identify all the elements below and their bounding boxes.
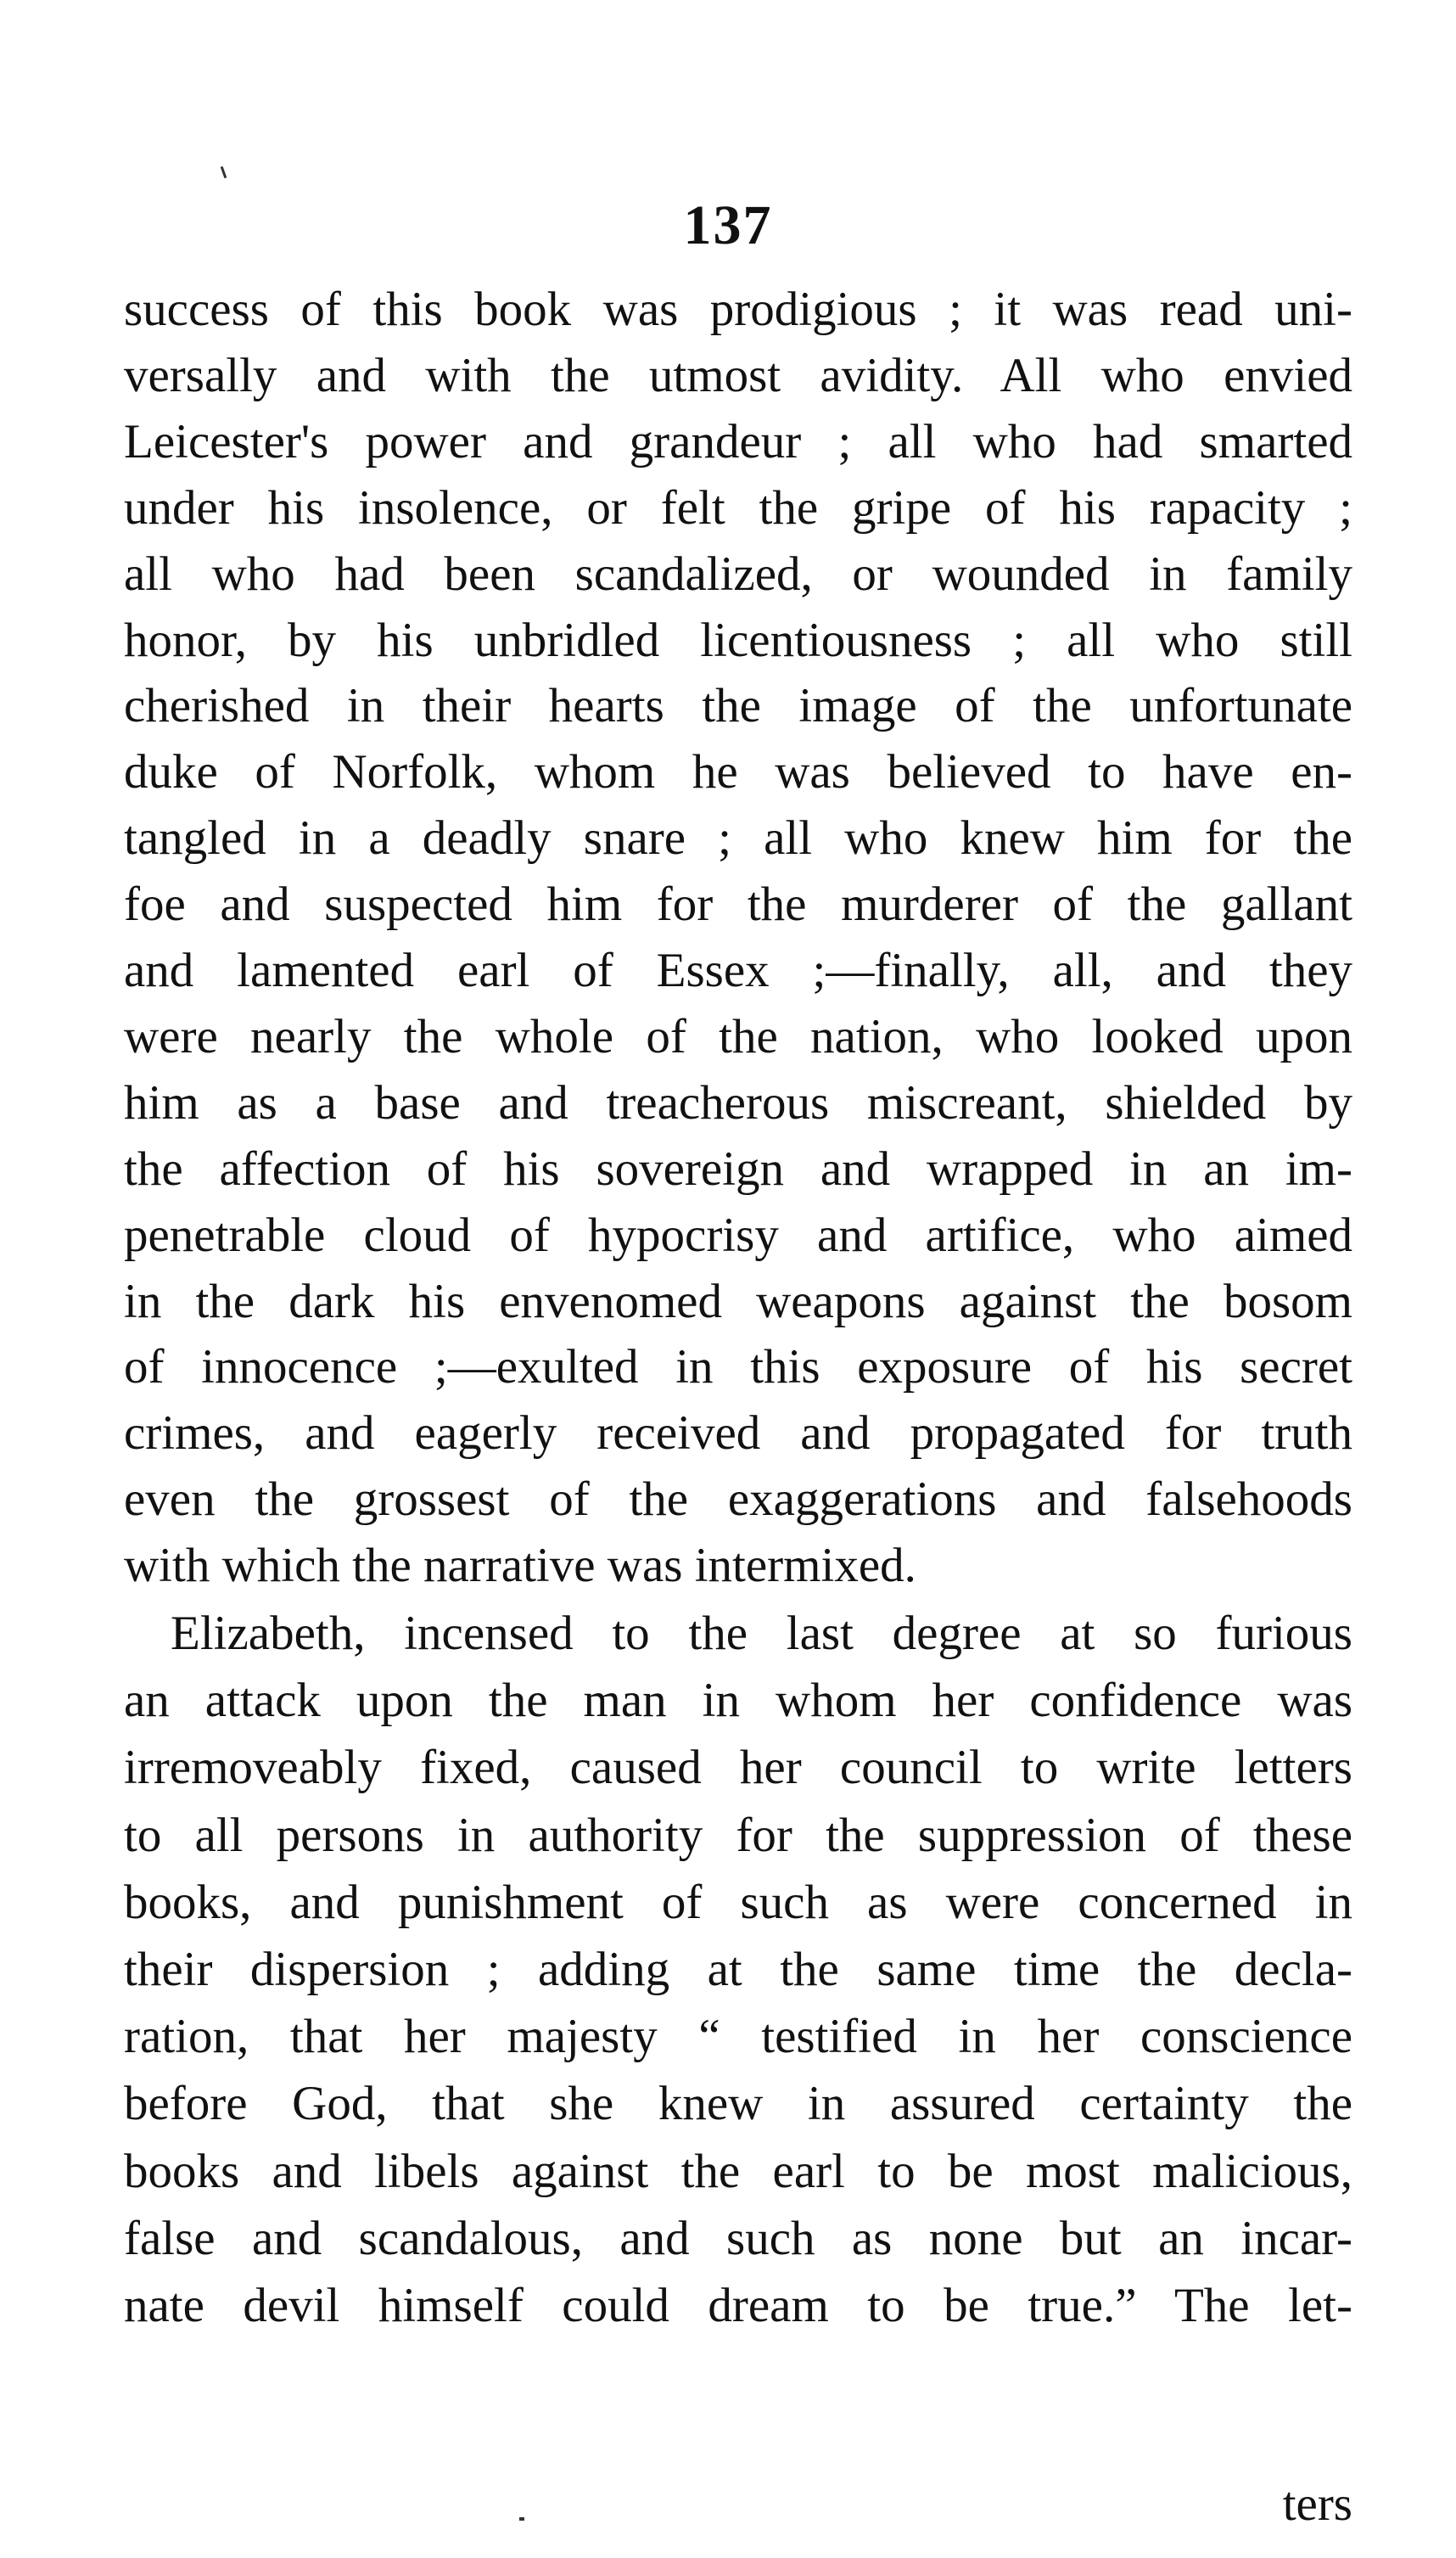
text-line: even the grossest of the exaggerations and falsehoods <box>124 1473 1352 1527</box>
text-line: the affection of his sovereign and wrapped in an im- <box>124 1142 1352 1196</box>
text-line: with which the narrative was intermixed. <box>124 1539 916 1593</box>
text-line: to all persons in authority for the suppression of these <box>124 1808 1352 1862</box>
text-line: Elizabeth, incensed to the last degree at so furious <box>171 1607 1352 1660</box>
page-number: 137 <box>683 194 773 256</box>
text-line: books, and punishment of such as were concerned in <box>124 1875 1352 1929</box>
text-line: foe and suspected him for the murderer of the gallant <box>124 878 1352 932</box>
text-line: before God, that she knew in assured certainty the <box>124 2077 1352 2131</box>
text-line: Leicester's power and grandeur ; all who had smarted <box>124 414 1352 468</box>
text-line: tangled in a deadly snare ; all who knew him for the <box>124 811 1352 866</box>
text-line: nate devil himself could dream to be true.” The let- <box>124 2279 1352 2332</box>
text-line: were nearly the whole of the nation, who looked upon <box>124 1009 1352 1063</box>
text-line: and lamented earl of Essex ;—finally, all, and they <box>124 944 1352 997</box>
text-line: him as a base and treacherous miscreant, shielded by <box>124 1075 1352 1130</box>
text-line: books and libels against the earl to be most malicious, <box>124 2144 1352 2198</box>
text-line: ration, that her majesty “ testified in her conscience <box>124 2010 1352 2064</box>
text-line: their dispersion ; adding at the same time the decla- <box>124 1943 1352 1996</box>
text-line: under his insolence, or felt the gripe of his rapacity ; <box>124 480 1352 535</box>
text-line: crimes, and eagerly received and propagated for truth <box>124 1406 1352 1461</box>
scan-speck <box>221 166 227 178</box>
catchword: ters <box>1282 2477 1352 2531</box>
text-line: versally and with the utmost avidity. All who envied <box>124 348 1352 402</box>
text-line: in the dark his envenomed weapons against the bosom <box>124 1274 1352 1328</box>
text-line: duke of Norfolk, whom he was believed to have en- <box>124 745 1352 799</box>
scan-speck <box>519 2517 524 2521</box>
text-line: all who had been scandalized, or wounded in family <box>124 547 1352 601</box>
text-line: an attack upon the man in whom her confidence was <box>124 1674 1352 1728</box>
text-line: cherished in their hearts the image of the unfortunate <box>124 679 1352 733</box>
text-line: penetrable cloud of hypocrisy and artifice, who aimed <box>124 1208 1352 1262</box>
text-line: of innocence ;—exulted in this exposure of his secret <box>124 1340 1352 1394</box>
text-line: honor, by his unbridled licentiousness ; all who still <box>124 613 1352 667</box>
text-line: false and scandalous, and such as none but an incar- <box>124 2211 1352 2265</box>
text-line: success of this book was prodigious ; it was read uni- <box>124 283 1352 336</box>
text-line: irremoveably fixed, caused her council to write letters <box>124 1741 1352 1795</box>
